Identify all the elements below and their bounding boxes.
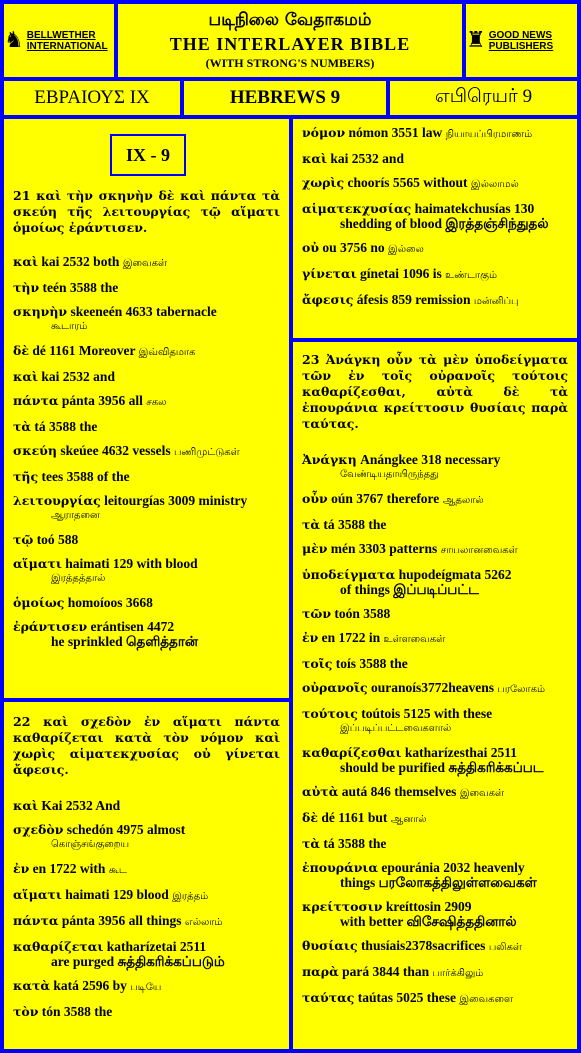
word-gloss: thusíais2378sacrifices — [360, 938, 486, 953]
word-row — [302, 964, 568, 981]
greek-word: δὲ — [13, 343, 29, 358]
verse-22-word-list — [13, 798, 280, 1019]
word-row — [302, 292, 568, 309]
word-row — [302, 201, 568, 231]
word-gloss: skeúee 4632 vessels — [60, 443, 171, 458]
greek-word: οὐ — [302, 240, 320, 255]
word-gloss: toó 588 — [36, 532, 79, 547]
word-gloss-continued: he sprinkled தெளித்தான் — [51, 634, 198, 649]
word-gloss-continued: இப்படிப்பட்டவைகளால் — [340, 723, 452, 734]
word-gloss: leitourgías 3009 ministry — [104, 493, 248, 508]
greek-word: αὐτὰ — [302, 784, 339, 799]
greek-word: Ἀνάγκη — [302, 452, 357, 467]
book-english: HEBREWS 9 — [184, 81, 386, 115]
word-gloss: autá 846 themselves — [341, 784, 457, 799]
greek-word: γίνεται — [302, 266, 357, 281]
word-row — [302, 175, 568, 192]
greek-word: αἱματεκχυσίας — [302, 201, 412, 216]
greek-word: πάντα — [13, 913, 59, 928]
word-gloss: Anángkee 318 necessary — [360, 452, 501, 467]
word-gloss: tees 3588 of the — [41, 469, 130, 484]
greek-word: τὰ — [13, 419, 32, 434]
verse-22-cont-word-list — [302, 125, 568, 309]
verse-21-word-list — [13, 254, 280, 649]
verse-22-panel — [4, 702, 289, 1049]
word-row — [13, 469, 280, 484]
greek-word: οὖν — [302, 491, 328, 506]
greek-word: καὶ — [13, 254, 39, 269]
word-gloss-continued: should be purified சுத்திகரிக்கப்பட — [340, 760, 544, 775]
greek-word: τὰ — [302, 517, 321, 532]
word-gloss: skeeneén 4633 tabernacle — [70, 304, 217, 319]
word-row — [13, 913, 280, 930]
statue-logo-icon: ♜ — [466, 28, 486, 53]
greek-word: καὶ — [302, 151, 328, 166]
word-row — [13, 822, 280, 852]
verse-23-panel — [293, 342, 577, 1049]
greek-word: κρείττοσιν — [302, 899, 383, 914]
tamil-gloss: சகல — [146, 397, 167, 408]
book-greek: ΕΒΡΑΙΟΥΣ IX — [4, 81, 180, 115]
word-gloss: kai 2532 and — [41, 369, 115, 384]
tamil-gloss: பலிகள் — [488, 942, 522, 953]
book-tamil: எபிரெயர் 9 — [390, 81, 577, 115]
word-gloss: pánta 3956 all things — [61, 913, 182, 928]
word-gloss: pánta 3956 all — [61, 393, 143, 408]
greek-word: ἐπουράνια — [302, 860, 379, 875]
greek-word: νόμον — [302, 125, 346, 140]
right-logo-text: GOOD NEWS PUBLISHERS — [488, 29, 554, 52]
greek-word: οὐρανοῖς — [302, 680, 368, 695]
word-gloss: pará 3844 than — [342, 964, 430, 979]
word-gloss: gínetai 1096 is — [360, 266, 442, 281]
tamil-gloss: இவ்விதமாக — [138, 347, 196, 358]
tamil-gloss: பணிமுட்டுகள் — [173, 447, 240, 458]
greek-word: μὲν — [302, 541, 328, 556]
word-gloss: katharízesthai 2511 — [404, 745, 518, 760]
tamil-gloss: பரலோகம் — [497, 684, 546, 695]
word-gloss: haimatekchusías 130 — [414, 201, 535, 216]
word-row — [13, 556, 280, 586]
word-row — [302, 938, 568, 955]
greek-word: ἐν — [13, 861, 30, 876]
verse-23-word-list — [302, 452, 568, 1007]
word-row — [302, 125, 568, 142]
word-row — [302, 266, 568, 283]
title-main: THE INTERLAYER BIBLE — [169, 34, 411, 54]
word-row — [302, 745, 568, 775]
word-row — [13, 419, 280, 434]
word-gloss: tá 3588 the — [34, 419, 98, 434]
word-row — [302, 990, 568, 1007]
word-row — [13, 595, 280, 610]
tamil-gloss: ஆதலால் — [442, 495, 484, 506]
tamil-gloss: ஆனால் — [390, 814, 427, 825]
greek-word: πάντα — [13, 393, 59, 408]
tamil-gloss: இவைகளை — [459, 994, 513, 1005]
greek-word: ἄφεσις — [302, 292, 354, 307]
ram-logo-icon: ♞ — [4, 28, 24, 53]
word-row — [13, 532, 280, 547]
greek-word: τοῖς — [302, 656, 333, 671]
word-row — [302, 151, 568, 166]
greek-word: τὰ — [302, 836, 321, 851]
word-gloss: katá 2596 by — [53, 978, 127, 993]
word-gloss: tá 3588 the — [323, 517, 387, 532]
word-row — [13, 978, 280, 995]
word-gloss: toís 3588 the — [335, 656, 408, 671]
word-row — [302, 452, 568, 482]
left-logo — [4, 4, 114, 77]
word-row — [13, 254, 280, 271]
greek-word: τῶν — [302, 606, 331, 621]
word-row — [13, 798, 280, 813]
tamil-gloss: பார்க்கிலும் — [432, 968, 484, 979]
word-gloss: ouranoís3772heavens — [371, 680, 495, 695]
word-row — [302, 541, 568, 558]
verse-21-panel — [4, 119, 289, 698]
word-row — [13, 939, 280, 969]
word-gloss: kreíttosin 2909 — [385, 899, 472, 914]
word-gloss: homoíoos 3668 — [67, 595, 153, 610]
word-gloss: ou 3756 no — [322, 240, 385, 255]
greek-word: χωρὶς — [302, 175, 345, 190]
word-gloss: mén 3303 patterns — [330, 541, 438, 556]
word-row — [302, 836, 568, 851]
word-row — [302, 784, 568, 801]
word-row — [302, 860, 568, 890]
tamil-gloss: இவைகள் — [459, 788, 505, 799]
word-gloss: taútas 5025 these — [357, 990, 456, 1005]
greek-word: ἐράντισεν — [13, 619, 88, 634]
greek-word: τούτοις — [302, 706, 358, 721]
word-gloss: toón 3588 — [334, 606, 391, 621]
tamil-gloss: கூட — [108, 865, 127, 876]
word-row — [13, 343, 280, 360]
word-row — [302, 240, 568, 257]
tamil-gloss: எல்லாம் — [184, 917, 223, 928]
word-row — [302, 706, 568, 736]
word-row — [13, 304, 280, 334]
greek-word: αἵματι — [13, 887, 62, 902]
word-row — [302, 517, 568, 532]
word-gloss: en 1722 with — [32, 861, 106, 876]
word-row — [13, 493, 280, 523]
tamil-gloss: மன்னிப்பு — [473, 296, 519, 307]
word-row — [13, 393, 280, 410]
word-gloss-continued: வேண்டியதாயிருந்தது — [340, 469, 439, 480]
word-row — [13, 443, 280, 460]
title-tamil: படிநிலை வேதாகமம் — [208, 10, 372, 30]
word-row — [302, 810, 568, 827]
greek-word: λειτουργίας — [13, 493, 101, 508]
word-gloss: kai 2532 both — [41, 254, 120, 269]
greek-word: τῆς — [13, 469, 39, 484]
greek-word: καθαρίζεσθαι — [302, 745, 402, 760]
right-logo — [466, 4, 577, 77]
greek-word: καθαρίζεται — [13, 939, 104, 954]
greek-word: τῷ — [13, 532, 34, 547]
title-block — [118, 4, 462, 77]
word-gloss: tón 3588 the — [41, 1004, 113, 1019]
word-gloss-continued: இரத்தத்தால் — [51, 573, 106, 584]
word-gloss-continued: கொஞ்சங்குறைய — [51, 839, 130, 850]
greek-word: σκηνὴν — [13, 304, 68, 319]
word-gloss: áfesis 859 remission — [356, 292, 471, 307]
word-gloss: oún 3767 therefore — [331, 491, 440, 506]
title-sub: (WITH STRONG'S NUMBERS) — [205, 56, 375, 70]
word-row — [13, 1004, 280, 1019]
word-gloss: haimati 129 blood — [65, 887, 169, 902]
word-row — [13, 861, 280, 878]
tamil-gloss: இல்லாமல் — [470, 179, 519, 190]
greek-word: ἐν — [302, 630, 319, 645]
tamil-gloss: இரத்தம் — [172, 891, 209, 902]
word-row — [13, 887, 280, 904]
word-gloss-continued: with better விசேஷித்ததினால் — [340, 914, 517, 929]
tamil-gloss: நியாயப்பிரமாணம் — [445, 129, 533, 140]
word-gloss: choorís 5565 without — [347, 175, 468, 190]
verse-22-greek: 22 καὶ σχεδὸν ἐν αἵματι πάντα καθαρίζεται κατὰ τὸν νόμον καὶ χωρὶς αἱματεκχυσίας οὐ γίνεται ἄφεσις. — [13, 714, 280, 777]
greek-word: ταύτας — [302, 990, 355, 1005]
word-row — [302, 656, 568, 671]
verse-23-greek: 23 Ἀνάγκη οὖν τὰ μὲν ὑποδείγματα τῶν ἐν τοῖς οὐρανοῖς τούτοις καθαρίζεσθαι, αὐτὰ δὲ τὰ ἐπουράνια κρείττοσιν θυσίαις παρὰ ταύτας. — [302, 352, 568, 431]
left-logo-text: BELLWETHER INTERNATIONAL — [26, 29, 108, 52]
word-row — [302, 567, 568, 597]
word-row — [302, 680, 568, 697]
greek-word: παρὰ — [302, 964, 339, 979]
verse-21-greek: 21 καὶ τὴν σκηνὴν δὲ καὶ πάντα τὰ σκεύη τῆς λειτουργίας τῷ αἵματι ὁμοίως ἐράντισεν. — [13, 188, 280, 235]
word-gloss-continued: things பரலோகத்திலுள்ளவைகள் — [340, 875, 537, 890]
word-gloss: erántisen 4472 — [90, 619, 175, 634]
greek-word: σκεύη — [13, 443, 57, 458]
greek-word: ὁμοίως — [13, 595, 65, 610]
tamil-gloss: உண்டாகும் — [445, 270, 498, 281]
word-gloss: dé 1161 Moreover — [32, 343, 136, 358]
word-gloss-continued: கூடாரம் — [51, 321, 88, 332]
word-row — [302, 899, 568, 929]
tamil-gloss: சாயலானவைகள் — [440, 545, 518, 556]
greek-word: αἵματι — [13, 556, 62, 571]
tamil-gloss: இவைகள் — [122, 258, 168, 269]
word-row — [13, 369, 280, 384]
word-gloss: hupodeígmata 5262 — [398, 567, 512, 582]
word-gloss-continued: shedding of blood இரத்தஞ்சிந்துதல் — [340, 216, 549, 231]
verse-22-cont-panel — [293, 119, 577, 338]
greek-word: καὶ — [13, 369, 39, 384]
word-gloss: dé 1161 but — [321, 810, 388, 825]
greek-word: σχεδὸν — [13, 822, 64, 837]
word-gloss-continued: are purged சுத்திகரிக்கப்படும் — [51, 954, 225, 969]
word-gloss: schedón 4975 almost — [66, 822, 186, 837]
word-gloss: epouránia 2032 heavenly — [381, 860, 525, 875]
word-row — [302, 491, 568, 508]
tamil-gloss: படியே — [130, 982, 162, 993]
word-row — [13, 619, 280, 649]
word-gloss: nómon 3551 law — [348, 125, 443, 140]
greek-word: ὑποδείγματα — [302, 567, 396, 582]
word-row — [302, 630, 568, 647]
word-gloss-continued: ஆராதனை — [51, 510, 100, 521]
greek-word: τὴν — [13, 280, 40, 295]
word-gloss: haimati 129 with blood — [65, 556, 198, 571]
greek-word: καὶ — [13, 798, 39, 813]
word-gloss: tá 3588 the — [323, 836, 387, 851]
greek-word: θυσίαις — [302, 938, 358, 953]
word-gloss: Kai 2532 And — [41, 798, 121, 813]
greek-word: τὸν — [13, 1004, 39, 1019]
word-gloss: teén 3588 the — [42, 280, 119, 295]
tamil-gloss: இல்லை — [388, 244, 424, 255]
word-row — [302, 606, 568, 621]
word-row — [13, 280, 280, 295]
greek-word: κατὰ — [13, 978, 51, 993]
word-gloss: katharízetai 2511 — [106, 939, 207, 954]
word-gloss: kai 2532 and — [330, 151, 404, 166]
chapter-label: IX - 9 — [110, 134, 186, 176]
greek-word: δὲ — [302, 810, 318, 825]
word-gloss: toútois 5125 with these — [361, 706, 493, 721]
word-gloss: en 1722 in — [321, 630, 381, 645]
word-gloss-continued: of things இப்படிப்பட்ட — [340, 582, 479, 597]
tamil-gloss: உள்ளவைகள் — [383, 634, 446, 645]
